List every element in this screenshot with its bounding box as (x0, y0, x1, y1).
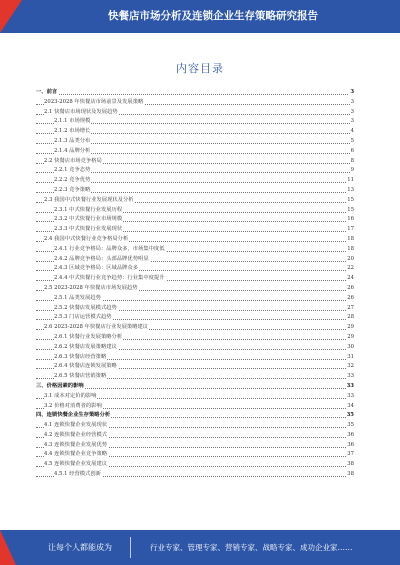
toc-entry-label: 2.6.3 快餐店经营策略 (54, 353, 107, 363)
toc-entry[interactable] (36, 235, 354, 245)
table-of-contents (36, 88, 354, 480)
toc-entry-label: 2.3.1 中式快餐行业发展历程 (54, 206, 123, 216)
toc-entry[interactable] (36, 225, 354, 235)
toc-entry[interactable] (36, 147, 354, 157)
toc-entry-page: 24 (346, 274, 354, 284)
toc-entry-page: 3 (350, 117, 354, 127)
toc-entry-label: 4.1 连锁快餐企业发展现状 (44, 421, 108, 431)
toc-entry[interactable] (36, 353, 354, 363)
toc-entry-label: 四、连锁快餐企业生存策略分析 (36, 411, 111, 421)
toc-entry-page: 3 (350, 98, 354, 108)
toc-entry[interactable] (36, 127, 354, 137)
toc-entry-page: 3 (349, 88, 354, 98)
toc-entry-label: 2.4.1 行业竞争格局：品牌众多，市场集中度低 (54, 245, 166, 255)
toc-entry-page: 26 (346, 284, 354, 294)
toc-entry-label: 2.1.3 品类分布 (54, 137, 91, 147)
toc-entry-page: 33 (346, 372, 354, 382)
toc-entry[interactable] (36, 117, 354, 127)
toc-entry-label: 2.2.2 竞争优势 (54, 176, 91, 186)
toc-entry[interactable] (36, 450, 354, 460)
toc-entry-page: 18 (346, 235, 354, 245)
toc-entry-label: 4.5.1 经营模式创新 (54, 470, 102, 480)
toc-entry-label: 2.4.3 区域竞争格局：区域品牌众多 (54, 264, 139, 274)
toc-entry[interactable] (36, 382, 354, 392)
toc-entry-page: 30 (346, 343, 354, 353)
toc-entry[interactable] (36, 460, 354, 470)
toc-entry-label: 2.1.1 市场规模 (54, 117, 91, 127)
toc-entry[interactable] (36, 264, 354, 274)
toc-entry[interactable] (36, 206, 354, 216)
toc-entry-label: 2.2.1 竞争态势 (54, 166, 91, 176)
toc-entry[interactable] (36, 215, 354, 225)
toc-entry[interactable] (36, 372, 354, 382)
toc-entry-page: 34 (346, 402, 354, 412)
toc-entry-label: 2.3 我国中式快餐行业发展现状及分析 (44, 196, 135, 206)
toc-entry-page: 27 (346, 304, 354, 314)
toc-entry[interactable] (36, 313, 354, 323)
toc-entry-label: 2.5.1 品类发展趋势 (54, 294, 102, 304)
toc-entry[interactable] (36, 421, 354, 431)
toc-entry-label: 2.5 2023-2028 年快餐店市场发展趋势 (44, 284, 139, 294)
toc-entry-page: 35 (346, 421, 354, 431)
toc-entry-label: 2.1.2 市场增长 (54, 127, 91, 137)
toc-entry-label: 2.6 2023-2028 年快餐店行业发展策略建议 (44, 323, 149, 333)
toc-entry-label: 一、前言 (36, 88, 58, 98)
toc-entry-page: 20 (346, 255, 354, 265)
toc-entry-page: 16 (346, 215, 354, 225)
toc-entry-label: 2.4.4 中式快餐行业竞争趋势：行业集中度提升 (54, 274, 166, 284)
toc-entry[interactable] (36, 137, 354, 147)
toc-entry-page: 15 (346, 206, 354, 216)
toc-entry[interactable] (36, 274, 354, 284)
toc-entry[interactable] (36, 157, 354, 167)
toc-entry-page: 9 (350, 166, 354, 176)
toc-entry-page: 26 (346, 294, 354, 304)
toc-entry-label: 2.4.2 品牌竞争格局：头部品牌优势明显 (54, 255, 150, 265)
footer-red-corner (0, 530, 16, 565)
toc-entry[interactable] (36, 284, 354, 294)
toc-entry-page: 37 (346, 450, 354, 460)
toc-entry-label: 三、价格因素的影响 (36, 382, 85, 392)
toc-entry-label: 4.2 连锁快餐企业经营模式 (44, 431, 108, 441)
toc-entry-page: 31 (346, 353, 354, 363)
toc-entry-page: 38 (346, 470, 354, 480)
toc-entry-page: 33 (346, 392, 354, 402)
toc-entry-page: 15 (346, 196, 354, 206)
toc-entry[interactable] (36, 108, 354, 118)
toc-entry-page: 6 (350, 147, 354, 157)
toc-entry-label: 2.2.3 竞争策略 (54, 186, 91, 196)
footer-bar (0, 530, 400, 565)
toc-entry-page: 35 (346, 411, 354, 421)
toc-entry-page: 17 (346, 225, 354, 235)
toc-entry[interactable] (36, 255, 354, 265)
footer-divider (130, 537, 131, 558)
toc-entry-label: 3.2 价格对消费者的影响 (44, 402, 103, 412)
toc-leader-dots (36, 94, 354, 95)
toc-entry-label: 4.5 连锁快餐企业发展建议 (44, 460, 108, 470)
toc-entry-page: 36 (346, 441, 354, 451)
toc-entry-label: 2.1.4 品牌分析 (54, 147, 91, 157)
toc-entry[interactable] (36, 245, 354, 255)
toc-entry[interactable] (36, 98, 354, 108)
toc-entry-page: 13 (346, 186, 354, 196)
toc-entry-label: 2.6.2 快餐店发展策略建议 (54, 343, 118, 353)
toc-entry[interactable] (36, 333, 354, 343)
toc-entry[interactable] (36, 166, 354, 176)
toc-entry-label: 2.1 快餐店市场现状及发展趋势 (44, 108, 119, 118)
toc-entry-page: 29 (346, 333, 354, 343)
toc-entry-label: 2.3.3 中式快餐行业发展现状 (54, 225, 123, 235)
toc-entry-label: 2.4 我国中式快餐行业竞争格局分析 (44, 235, 129, 245)
toc-entry[interactable] (36, 470, 354, 480)
toc-entry[interactable] (36, 88, 354, 98)
toc-entry-label: 2.2 快餐店市场竞争格局 (44, 157, 103, 167)
toc-entry-page: 33 (346, 382, 354, 392)
toc-entry-page: 4 (350, 127, 354, 137)
toc-entry-page: 32 (346, 362, 354, 372)
toc-entry-page: 29 (346, 323, 354, 333)
header-bar (0, 0, 400, 33)
toc-entry-label: 2.3.2 中式快餐行业市场规模 (54, 215, 123, 225)
toc-entry[interactable] (36, 402, 354, 412)
footer-tagline: 行业专家、管理专家、营销专家、战略专家、成功企业家…… (150, 543, 353, 552)
toc-entry-label: 2.5.3 门店运营模式趋势 (54, 313, 113, 323)
toc-entry-page: 22 (346, 264, 354, 274)
toc-entry-label: 2.6.1 快餐行业发展策略分析 (54, 333, 123, 343)
toc-entry[interactable] (36, 343, 354, 353)
toc-entry[interactable] (36, 176, 354, 186)
toc-entry-label: 2.5.2 快餐店发展模式趋势 (54, 304, 118, 314)
toc-entry[interactable] (36, 304, 354, 314)
toc-entry-label: 2023-2028 年快餐店市场前景及发展策略 (44, 98, 144, 108)
toc-entry[interactable] (36, 411, 354, 421)
toc-entry-page: 18 (346, 245, 354, 255)
report-title: 快餐店市场分析及连锁企业生存策略研究报告 (108, 10, 318, 22)
toc-entry[interactable] (36, 441, 354, 451)
toc-entry-page: 38 (346, 460, 354, 470)
toc-entry-page: 11 (346, 176, 354, 186)
toc-entry-label: 4.4 连锁快餐企业竞争策略 (44, 450, 108, 460)
toc-entry-label: 2.6.5 快餐店营销策略 (54, 372, 107, 382)
toc-entry[interactable] (36, 362, 354, 372)
toc-entry-label: 2.6.4 快餐店连锁发展策略 (54, 362, 118, 372)
toc-entry-label: 4.3 连锁快餐企业发展优势 (44, 441, 108, 451)
toc-entry-page: 5 (350, 137, 354, 147)
toc-heading: 内容目录 (176, 62, 224, 75)
toc-entry-page: 3 (350, 108, 354, 118)
toc-entry[interactable] (36, 323, 354, 333)
toc-entry[interactable] (36, 431, 354, 441)
toc-entry[interactable] (36, 186, 354, 196)
footer-slogan: 让每个人都能成为 (48, 543, 112, 552)
toc-entry-label: 3.1 成本对定价的影响 (44, 392, 97, 402)
toc-entry[interactable] (36, 294, 354, 304)
header-red-corner (0, 0, 22, 33)
toc-entry-page: 8 (350, 157, 354, 167)
toc-entry-page: 28 (346, 313, 354, 323)
toc-entry-page: 36 (346, 431, 354, 441)
toc-entry[interactable] (36, 392, 354, 402)
toc-entry[interactable] (36, 196, 354, 206)
